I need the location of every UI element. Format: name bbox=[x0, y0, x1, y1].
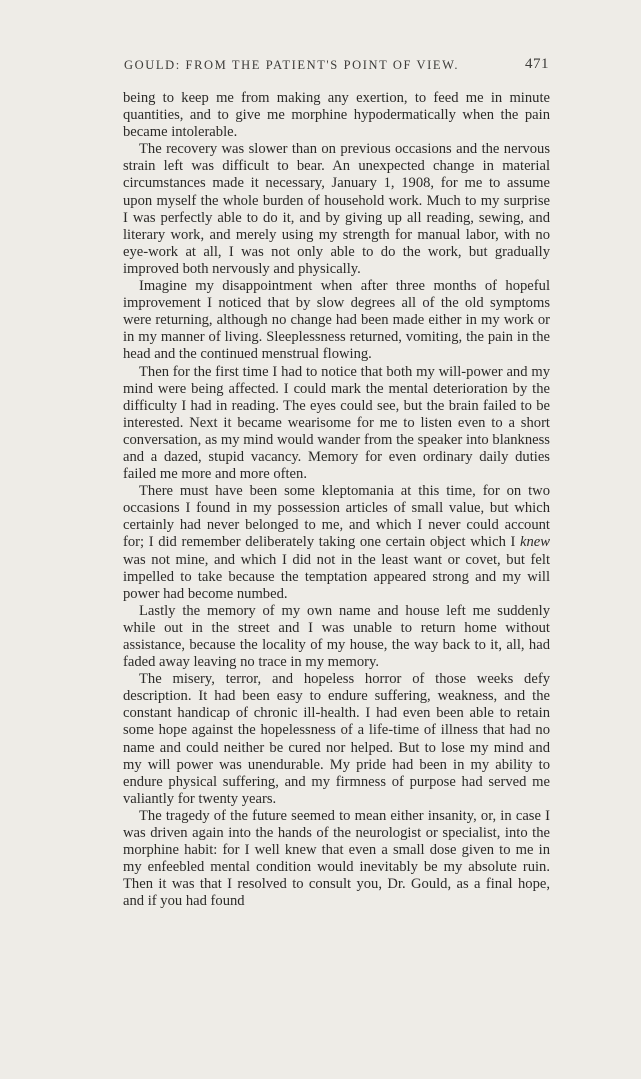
running-title: GOULD: FROM THE PATIENT'S POINT OF VIEW. bbox=[124, 58, 460, 72]
running-header bbox=[124, 58, 549, 73]
emphasized-word: knew bbox=[520, 534, 550, 551]
paragraph-3: Imagine my disappointment when after three months of hopeful improvement I noticed that by slow degrees all of the old symptoms were returning, although no change had been made either in my work or in my manner of living. Sleeplessness returned, vomiting, the pain in the head and the continued menstrual flowing. bbox=[123, 278, 550, 363]
paragraph-5-part-1: There must have been some kleptomania at this time, for on two occasions I found in my possession articles of small value, but which certainly had never belonged to me, and which I never could account for; I did remember deliberately taking one certain object which I bbox=[123, 483, 550, 551]
paragraph-6: Lastly the memory of my own name and house left me suddenly while out in the street and I was unable to return home without assistance, because the locality of my house, the way back to it, all, had faded away leaving no trace in my memory. bbox=[123, 602, 550, 671]
paragraph-4: Then for the first time I had to notice that both my will-power and my mind were being affected. I could mark the mental deterioration by the difficulty I had in reading. The eyes could see, but the brain failed to be interested. Next it became wearisome for me to listen even to a short conversation, as my mind would wander from the speaker into blankness and a dazed, stupid vacancy. Memory for even ordinary daily duties failed me more and more often. bbox=[123, 363, 550, 483]
paragraph-5-part-2: was not mine, and which I did not in the least want or covet, but felt impelled to take because the temptation appeared strong and my will power had become numbed. bbox=[123, 551, 550, 602]
paragraph-5 bbox=[123, 483, 550, 603]
paragraph-2: The recovery was slower than on previous occasions and the nervous strain left was difficult to bear. An unexpected change in material circumstances made it necessary, January 1, 1908, for me to assume upon myself the whole burden of household work. Much to my surprise I was perfectly able to do it, and by giving up all reading, sewing, and literary work, and merely using my strength for manual labor, with no eye-work at all, I was not only able to do the work, but gradually improved both nervously and physically. bbox=[123, 141, 550, 277]
paragraph-1: being to keep me from making any exertion, to feed me in minute quantities, and to give me morphine hypodermatically when the pain became intolerable. bbox=[123, 90, 550, 141]
page-number: 471 bbox=[525, 56, 549, 72]
body-text bbox=[123, 90, 550, 911]
paragraph-8: The tragedy of the future seemed to mean either insanity, or, in case I was driven again into the hands of the neurologist or specialist, into the morphine habit: for I well knew that even a small dose given to me in my enfeebled mental condition would inevitably be my absolute ruin. Then it was that I resolved to consult you, Dr. Gould, as a final hope, and if you had found bbox=[123, 807, 550, 910]
paragraph-7: The misery, terror, and hopeless horror of those weeks defy description. It had been easy to endure suffering, weakness, and the constant handicap of chronic ill-health. I had even been able to retain some hope against the hopelessness of a life-time of illness that had no name and could neither be cured nor helped. But to lose my mind and my will power was unendurable. My pride had been in my ability to endure physical suffering, and my firmness of purpose had served me valiantly for twenty years. bbox=[123, 671, 550, 807]
